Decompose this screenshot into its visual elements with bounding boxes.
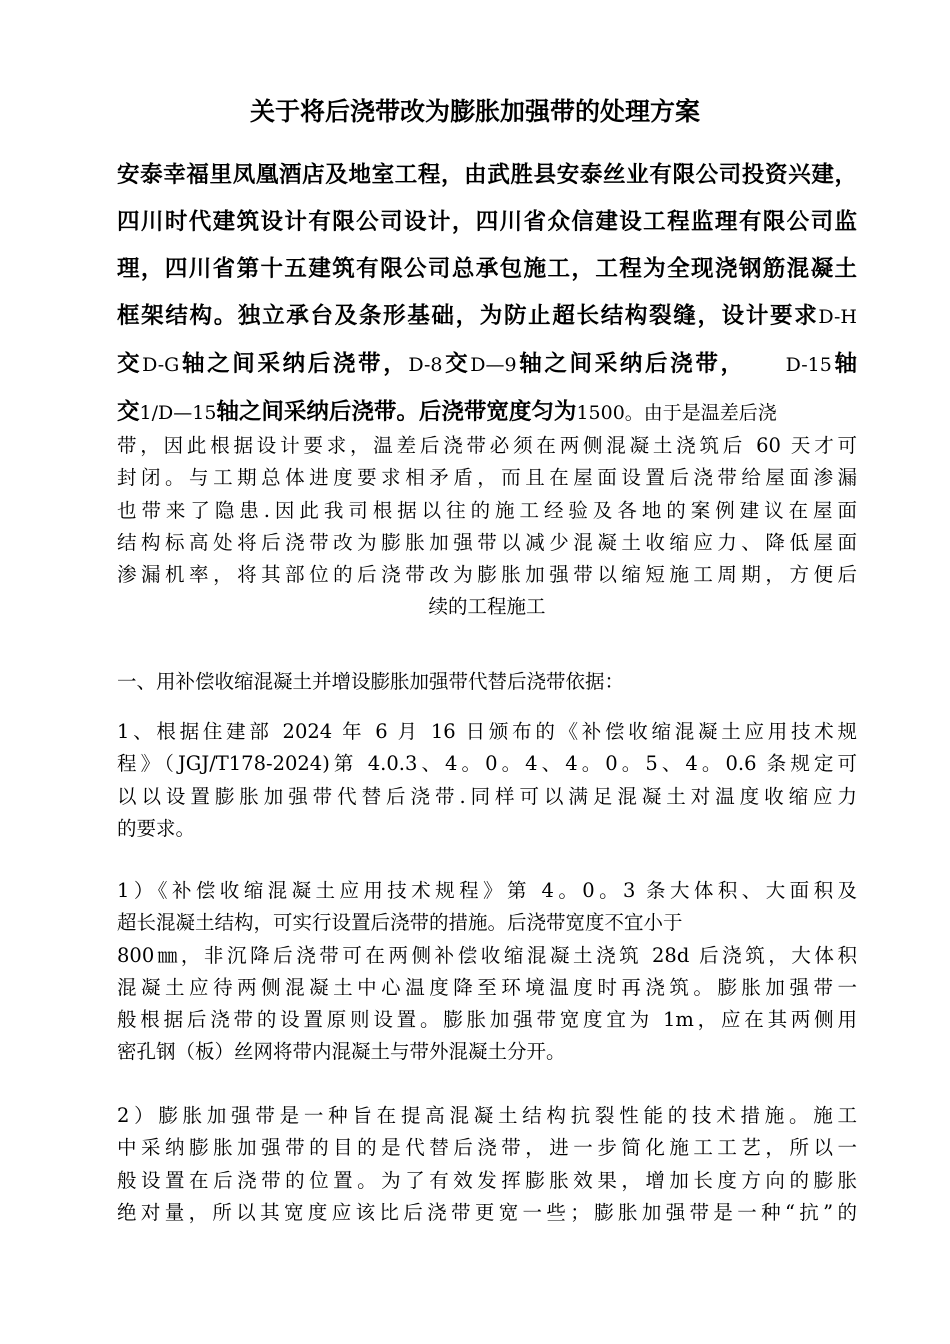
- text-line: 800㎜，非沉降后浇带可在两侧补偿收缩混凝土浇筑 28d 后浇筑，大体积: [117, 943, 857, 967]
- text-line: 1、根据住建部 2024 年 6 月 16 日颁布的《补偿收缩混凝土应用技术规: [117, 720, 857, 743]
- text-line: 带，因此根据设计要求，温差后浇带必须在两侧混凝土浇筑后 60 天才可: [117, 434, 857, 457]
- text-line: 般设置在后浇带的位置。为了有效发挥膨胀效果，增加长度方向的膨胀: [117, 1168, 857, 1192]
- text-line: 超长混凝土结构，可实行设置后浇带的措施。后浇带宽度不宜小于: [117, 911, 683, 935]
- text-line: 程》（JGJ/T178-2024)第 4.0.3、4。0。4、4。0。5、4。0.6 条规定可: [117, 752, 857, 776]
- text-line: 理，四川省第十五建筑有限公司总承包施工，工程为全现浇钢筋混凝土: [117, 256, 857, 282]
- item1-2-paragraph: [117, 1100, 857, 1229]
- text-line: 以以设置膨胀加强带代替后浇带.同样可以满足混凝土对温度收缩应力: [117, 784, 857, 808]
- text-line: 框架结构。独立承台及条形基础，为防止超长结构裂缝，设计要求D-H: [117, 303, 857, 329]
- section1-heading: 一、用补偿收缩混凝土并增设膨胀加强带代替后浇带依据：: [117, 670, 625, 693]
- text-line: 安泰幸福里凤凰酒店及地室工程，由武胜县安泰丝业有限公司投资兴建，: [117, 162, 857, 188]
- document-title: 关于将后浇带改为膨胀加强带的处理方案: [249, 97, 700, 126]
- text-line: 封闭。与工期总体进度要求相矛盾，而且在屋面设置后浇带给屋面渗漏: [117, 466, 857, 490]
- text-line: 2）膨胀加强带是一种旨在提高混凝土结构抗裂性能的技术措施。施工: [117, 1104, 857, 1127]
- intro-paragraph-continued: [117, 430, 857, 624]
- item1-paragraph: [117, 716, 857, 845]
- text-line: 密孔钢（板）丝网将带内混凝土与带外混凝土分开。: [117, 1040, 566, 1064]
- intro-paragraph-bold: [117, 152, 857, 437]
- text-line: 结构标高处将后浇带改为膨胀加强带以减少混凝土收缩应力、降低屋面: [117, 530, 857, 554]
- text-line: 中采纳膨胀加强带的目的是代替后浇带，进一步简化施工工艺，所以一: [117, 1136, 857, 1160]
- text-line: 混凝土应待两侧混凝土中心温度降至环境温度时再浇筑。膨胀加强带一: [117, 975, 857, 999]
- text-line: 续的工程施工: [428, 595, 546, 619]
- text-line: 的要求。: [117, 816, 196, 840]
- text-line: 1）《补偿收缩混凝土应用技术规程》第 4。0。3 条大体积、大面积及: [117, 879, 857, 902]
- text-line: 交1/D—15轴之间采纳后浇带。后浇带宽度匀为1500。由于是温差后浇: [117, 399, 777, 425]
- text-line: 绝对量，所以其宽度应该比后浇带更宽一些；膨胀加强带是一种“抗”的: [117, 1200, 857, 1224]
- text-line: 渗漏机率，将其部位的后浇带改为膨胀加强带以缩短施工周期，方便后: [117, 563, 857, 587]
- text-line: 也带来了隐患.因此我司根据以往的施工经验及各地的案例建议在屋面: [117, 498, 857, 522]
- text-line: 四川时代建筑设计有限公司设计，四川省众信建设工程监理有限公司监: [117, 209, 857, 235]
- text-line: 般根据后浇带的设置原则设置。膨胀加强带宽度宜为 1m，应在其两侧用: [117, 1008, 857, 1032]
- text-line: 交D-G轴之间采纳后浇带，D-8交D—9轴之间采纳后浇带， D-15轴: [117, 351, 857, 377]
- item1-1-paragraph: [117, 875, 857, 1069]
